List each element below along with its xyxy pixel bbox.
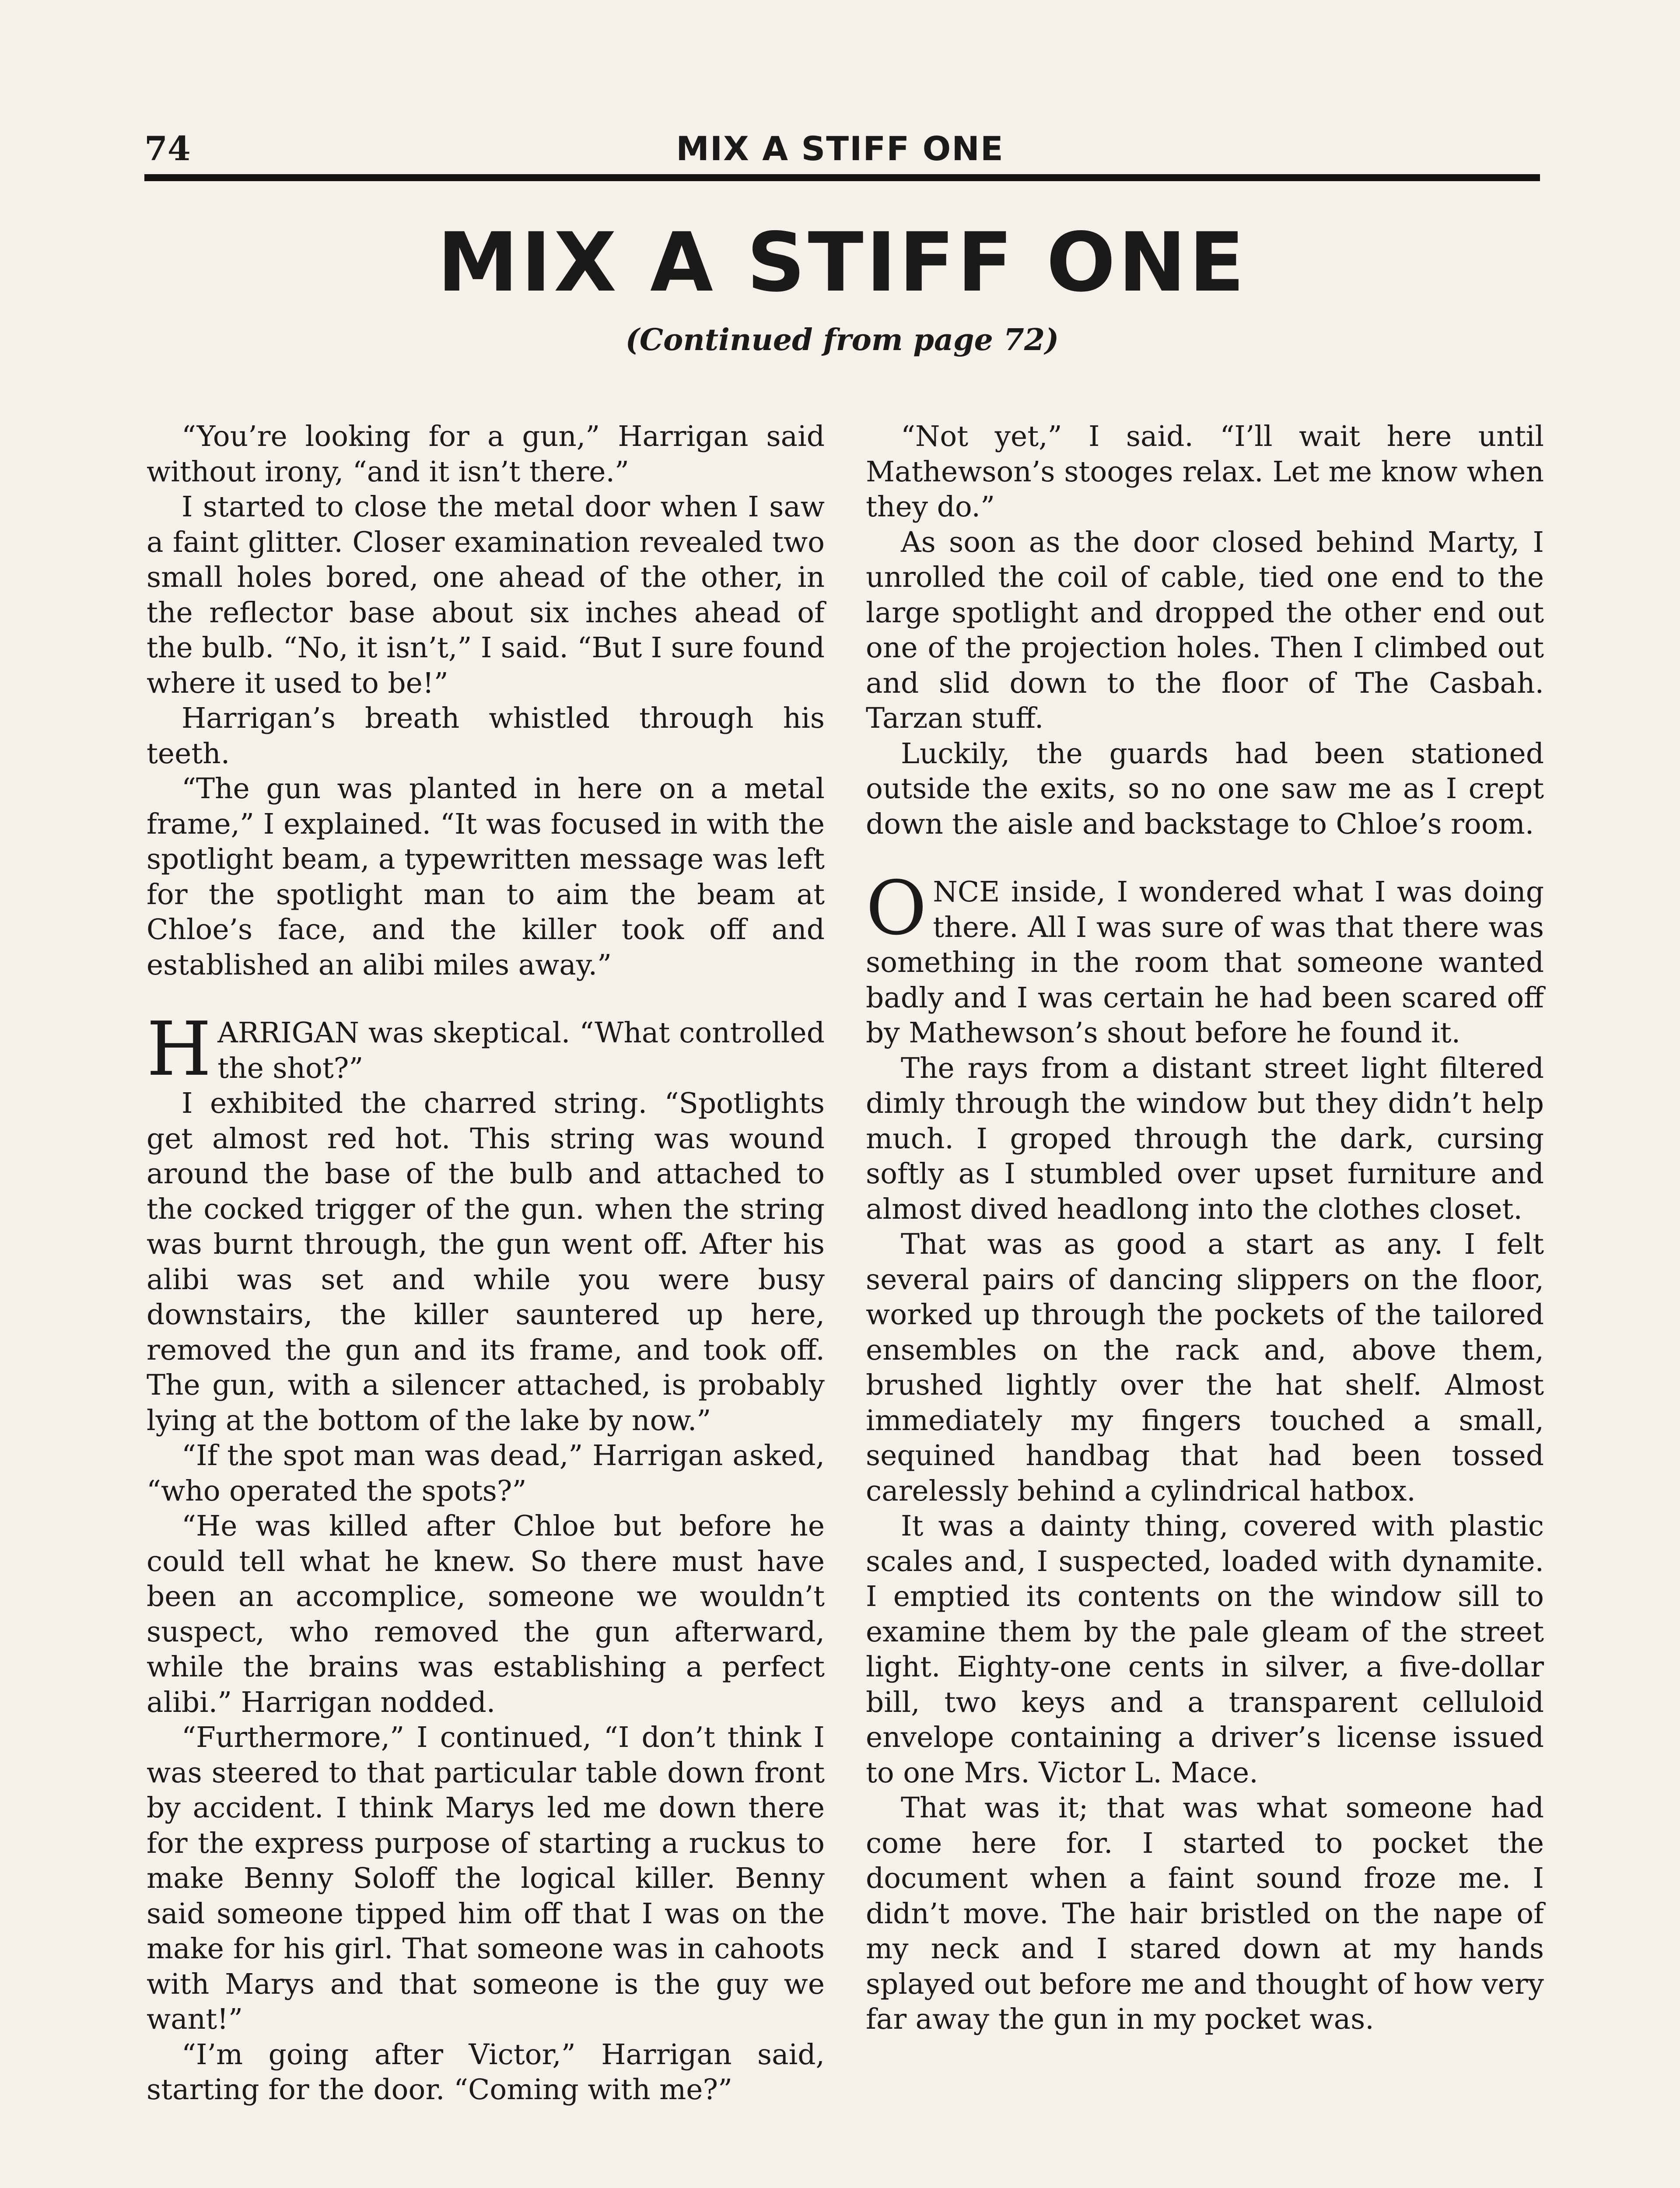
page-header: [144, 128, 1536, 170]
paragraph-text: NCE inside, I wondered what I was doing there. All I was sure of was that there was something in the room that someone wanted badly and I was certain he had been scared off by Mathewson’s shout before he found it.: [866, 876, 1544, 1049]
paragraph: “He was killed after Chloe but before he could tell what he knew. So there must have been an accomplice, someone we wouldn’t suspect, who removed the gun afterward, while the brains was establishing a perfect alibi.” Harrigan nodded.: [147, 1510, 825, 1719]
paragraph: The rays from a distant street light filtered dimly through the window but they didn’t help much. I groped through the dark, cursing softly as I stumbled over upset furniture and almost dived headlong into the clothes closet.: [866, 1052, 1544, 1226]
paragraph: Luckily, the guards had been stationed outside the exits, so no one saw me as I crept down the aisle and backstage to Chloe’s room.: [866, 737, 1544, 841]
running-head: MIX A STIFF ONE: [676, 129, 1004, 168]
drop-cap: O: [866, 865, 927, 952]
right-column: [866, 419, 1544, 2037]
header-rule: [144, 174, 1540, 181]
paragraph-text: ARRIGAN was skeptical. “What controlled the shot?”: [217, 1017, 825, 1085]
paragraph: “I’m going after Victor,” Harrigan said, starting for the door. “Coming with me?”: [147, 2038, 825, 2106]
paragraph: “Furthermore,” I continued, “I don’t think I was steered to that particular table down front by accident. I think Marys led me down there for the express purpose of starting a ruckus to make Benny Soloff the logical killer. Benny said someone tipped him off that I was on the make for his girl. That someone was in cahoots with Marys and that someone is the guy we want!”: [147, 1721, 825, 2036]
paragraph: It was a dainty thing, covered with plastic scales and, I suspected, loaded with dynamite. I emptied its contents on the window sill to examine them by the pale gleam of the street light. Eighty-one cents in silver, a five-dollar bill, two keys and a transparent celluloid envelope containing a driver’s license issued to one Mrs. Victor L. Mace.: [866, 1510, 1544, 1789]
drop-cap: H: [147, 1006, 212, 1093]
section-start-paragraph: [147, 1006, 825, 1093]
paragraph: Harrigan’s breath whistled through his teeth.: [147, 702, 825, 770]
section-start-paragraph: [866, 865, 1544, 1051]
paragraph: “Not yet,” I said. “I’ll wait here until Mathewson’s stooges relax. Let me know when they do.”: [866, 420, 1544, 523]
paragraph: “You’re looking for a gun,” Harrigan said without irony, “and it isn’t there.”: [147, 420, 825, 488]
paragraph: “The gun was planted in here on a metal frame,” I explained. “It was focused in with the spotlight beam, a typewritten message was left for the spotlight man to aim the beam at Chloe’s face, and the killer took off and established an alibi miles away.”: [147, 772, 825, 982]
left-column: [147, 419, 825, 2108]
paragraph: That was as good a start as any. I felt several pairs of dancing slippers on the floor, worked up through the pockets of the tailored ensembles on the rack and, above them, brushed lightly over the hat shelf. Almost immediately my fingers touched a small, sequined handbag that had been tossed carelessly behind a cylindrical hatbox.: [866, 1228, 1544, 1508]
paragraph: That was it; that was what someone had come here for. I started to pocket the document when a faint sound froze me. I didn’t move. The hair bristled on the nape of my neck and I stared down at my hands splayed out before me and thought of how very far away the gun in my pocket was.: [866, 1792, 1544, 2036]
continued-note: (Continued from page 72): [625, 323, 1059, 358]
paragraph: I exhibited the charred string. “Spotlights get almost red hot. This string was wound around the base of the bulb and attached to the cocked trigger of the gun. when the string was burnt through, the gun went off. After his alibi was set and while you were busy downstairs, the killer sauntered up here, removed the gun and its frame, and took off. The gun, with a silencer attached, is probably lying at the bottom of the lake by now.”: [147, 1087, 825, 1437]
article-title: MIX A STIFF ONE: [437, 215, 1247, 310]
paragraph: I started to close the metal door when I saw a faint glitter. Closer examination revealed two small holes bored, one ahead of the other, in the reflector base about six inches ahead of the bulb. “No, it isn’t,” I said. “But I sure found where it used to be!”: [147, 491, 825, 700]
page-number: 74: [144, 129, 191, 168]
paragraph: “If the spot man was dead,” Harrigan asked, “who operated the spots?”: [147, 1439, 825, 1508]
paragraph: As soon as the door closed behind Marty, I unrolled the coil of cable, tied one end to the large spotlight and dropped the other end out one of the projection holes. Then I climbed out and slid down to the floor of The Casbah. Tarzan stuff.: [866, 526, 1544, 735]
